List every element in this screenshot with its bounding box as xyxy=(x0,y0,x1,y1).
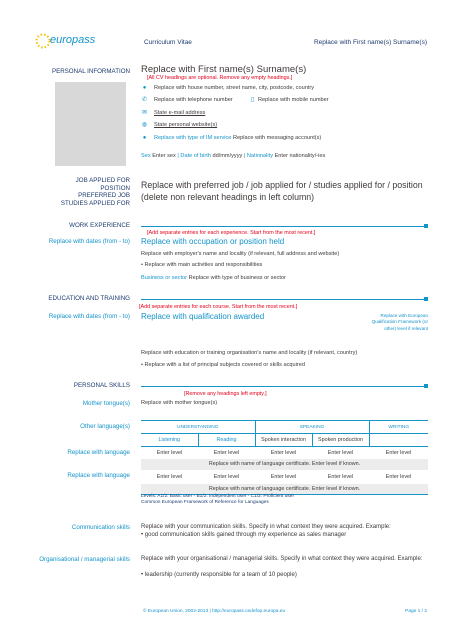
job-section-label: JOB APPLIED FOR POSITION PREFERRED JOB STUDIES APPLIED FOR xyxy=(60,177,130,207)
candidate-name: Replace with First name(s) Surname(s) xyxy=(141,64,307,75)
skills-section-marker xyxy=(424,384,428,388)
education-subjects: • Replace with a list of principal subjects covered or skills acquired xyxy=(141,362,305,368)
personal-details-row: Sex Enter sex | Date of birth dd/mm/yyyy | Nationality Enter nationality/-ies xyxy=(141,153,326,159)
language-row xyxy=(141,470,428,484)
cefr-note: Common European Framework of Reference for Languages xyxy=(141,500,269,505)
language-level: Enter level xyxy=(213,473,240,480)
footer-page: Page 1 / 2 xyxy=(405,609,427,614)
nationality-label: Nationality xyxy=(246,153,274,159)
mother-tongue-value: Replace with mother tongue(s) xyxy=(141,400,218,406)
work-section-marker xyxy=(424,224,428,228)
personal-section-label: PERSONAL INFORMATION xyxy=(51,68,130,75)
footer-copyright: © European Union, 2002-2013 | http://europass.cedefop.europa.eu xyxy=(143,609,286,614)
email-link[interactable]: State e-mail address xyxy=(154,110,206,116)
writing-header: WRITING xyxy=(369,421,428,434)
europass-logo xyxy=(34,33,104,51)
email-icon: ✉ xyxy=(141,110,148,116)
language-level: Enter level xyxy=(213,449,240,456)
writing-sub xyxy=(369,434,428,447)
organisational-skills-text: Replace with your organisational / managerial skills. Specify in what context they were acquired. Example: xyxy=(141,556,423,562)
language-certificate: Replace with name of language certificate. Enter level if known. xyxy=(208,461,361,467)
education-section-rule xyxy=(141,299,427,300)
communication-skills-example: • good communication skills gained through my experience as sales manager xyxy=(141,532,347,538)
reading-header: Reading xyxy=(198,434,255,447)
location-icon: ● xyxy=(142,85,147,91)
language-level: Enter level xyxy=(327,473,354,480)
phone-icon: ✆ xyxy=(141,97,148,103)
language-name: Replace with language xyxy=(67,449,130,456)
speaking-header: SPEAKING xyxy=(255,421,369,434)
telephone-text: Replace with telephone number xyxy=(154,97,233,103)
website-icon: ◍ xyxy=(141,122,148,128)
education-note: [Add separate entries for each course. Start from the most recent.] xyxy=(139,304,298,310)
communication-skills-label: Communication skills xyxy=(71,524,130,531)
other-languages-label: Other language(s) xyxy=(80,423,130,430)
work-employer: Replace with employer's name and locality (if relevant, full address and website) xyxy=(141,251,340,257)
eqf-level: Replace with European Qualification Framework (or other) level if relevant xyxy=(371,313,428,331)
education-section-marker xyxy=(424,297,428,301)
levels-note: Levels: A1/2: Basic user - B1/2: Independent user - C1/2: Proficient user xyxy=(141,494,295,499)
sex-label: Sex xyxy=(141,153,151,159)
language-level: Enter level xyxy=(385,449,412,456)
listening-header: Listening xyxy=(158,437,181,443)
skills-note: [Remove any headings left empty.] xyxy=(184,391,267,397)
header-left-title: Curriculum Vitae xyxy=(144,39,192,46)
language-level: Enter level xyxy=(270,449,297,456)
education-title: Replace with qualification awarded xyxy=(141,312,265,321)
job-text: Replace with preferred job / job applied for / studies applied for / position (delete non relevant headings in left column) xyxy=(141,180,423,202)
header-right-title: Replace with First name(s) Surname(s) xyxy=(313,39,427,46)
language-certificate: Replace with name of language certificate. Enter level if known. xyxy=(208,485,361,492)
language-level: Enter level xyxy=(156,449,183,456)
work-section-rule xyxy=(141,226,427,227)
education-section-label: EDUCATION AND TRAINING xyxy=(48,295,130,302)
im-row xyxy=(154,135,321,142)
language-level: Enter level xyxy=(270,473,297,480)
work-title: Replace with occupation or position held xyxy=(141,237,285,246)
work-dates: Replace with dates (from - to) xyxy=(48,238,130,245)
dob-label: Date of birth xyxy=(180,153,211,159)
dob-value: dd/mm/yyyy xyxy=(212,153,243,159)
skills-section-label: PERSONAL SKILLS xyxy=(73,382,130,389)
language-table xyxy=(141,420,428,495)
im-type: Replace with type of IM service xyxy=(154,135,232,141)
language-name: Replace with language xyxy=(67,472,130,479)
language-row xyxy=(141,447,428,459)
business-label: Business or sector xyxy=(141,275,188,281)
work-section-label: WORK EXPERIENCE xyxy=(69,222,130,229)
website-link[interactable]: State personal website(s) xyxy=(154,122,218,128)
language-level: Enter level xyxy=(385,473,412,480)
business-value: Replace with type of business or sector xyxy=(188,275,286,281)
work-business-row xyxy=(141,275,286,282)
photo-placeholder xyxy=(55,82,126,166)
language-level: Enter level xyxy=(156,473,183,480)
interaction-header: Spoken interaction xyxy=(255,434,312,447)
certificate-row xyxy=(141,484,428,495)
headings-note: [All CV headings are optional. Remove any empty headings.] xyxy=(147,75,293,81)
nationality-value: Enter nationality/-ies xyxy=(274,153,326,159)
understanding-header: UNDERSTANDING xyxy=(177,424,219,430)
production-header: Spoken production xyxy=(312,434,369,447)
sex-value: Enter sex xyxy=(152,153,176,159)
organisational-skills-label: Organisational / managerial skills xyxy=(39,556,130,563)
education-dates: Replace with dates (from - to) xyxy=(48,313,130,320)
logo-text: europass xyxy=(50,34,96,46)
skills-section-rule xyxy=(141,386,427,387)
communication-skills-text: Replace with your communication skills. Specify in what context they were acquired. Example: xyxy=(141,524,391,530)
address-text: Replace with house number, street name, city, postcode, country xyxy=(154,85,315,91)
mother-tongue-label: Mother tongue(s) xyxy=(82,400,130,407)
im-account: Replace with messaging account(s) xyxy=(232,135,322,141)
work-note: [Add separate entries for each experience. Start from the most recent.] xyxy=(147,230,316,236)
language-level: Enter level xyxy=(327,449,354,456)
mobile-text: Replace with mobile number xyxy=(258,97,329,103)
work-activities: • Replace with main activities and responsibilities xyxy=(141,262,263,268)
certificate-row xyxy=(141,459,428,470)
mobile-icon: ▯ xyxy=(250,97,255,103)
messaging-icon: ● xyxy=(142,135,147,141)
education-organisation: Replace with education or training organisation's name and locality (if relevant, country) xyxy=(141,350,358,356)
organisational-skills-example: • leadership (currently responsible for a team of 10 people) xyxy=(141,572,297,578)
